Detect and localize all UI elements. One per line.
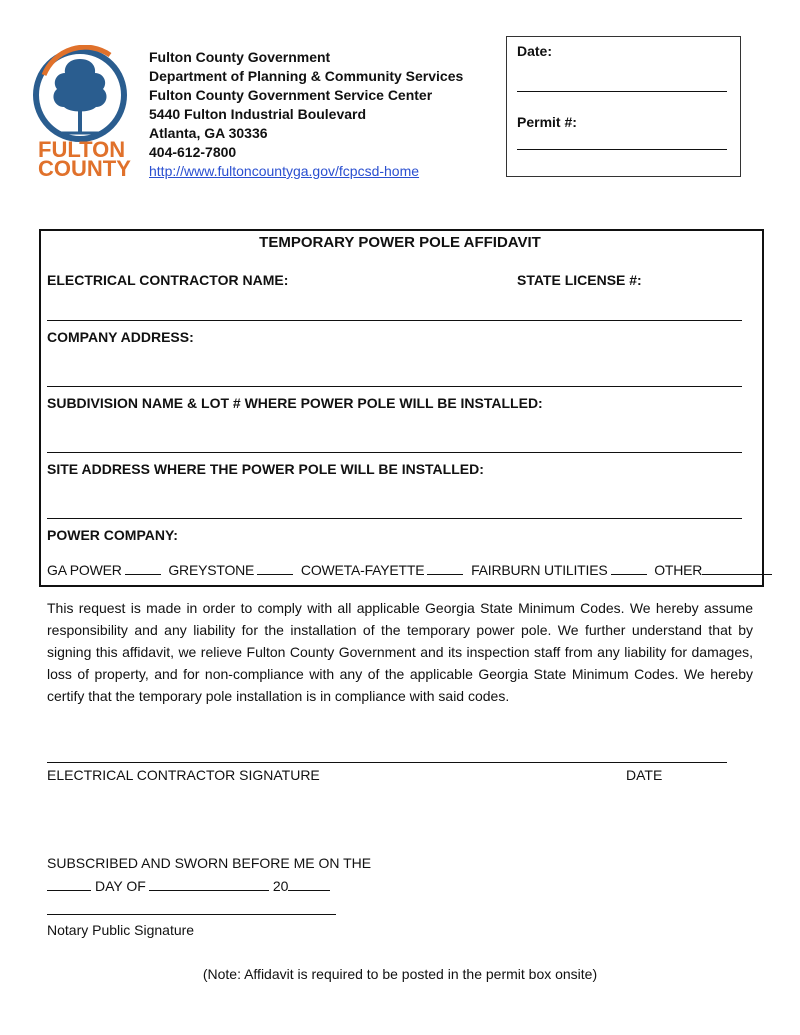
street-address: 5440 Fulton Industrial Boulevard [149, 106, 367, 122]
agency-name: Fulton County Government [149, 49, 331, 65]
coweta-fayette-blank[interactable] [427, 562, 463, 575]
sworn-statement: SUBSCRIBED AND SWORN BEFORE ME ON THE [47, 855, 372, 871]
subdivision-label: SUBDIVISION NAME & LOT # WHERE POWER POLE WILL BE INSTALLED: [47, 395, 543, 411]
fulton-county-logo [30, 45, 130, 180]
site-address-field[interactable] [47, 518, 742, 519]
power-company-label: POWER COMPANY: [47, 527, 178, 543]
tree-seal-icon [30, 45, 130, 145]
office-use-box [506, 36, 741, 177]
ga-power-blank[interactable] [125, 562, 161, 575]
company-address-label: COMPANY ADDRESS: [47, 329, 194, 345]
agency-info [149, 48, 463, 181]
subdivision-field[interactable] [47, 452, 742, 453]
site-address-label: SITE ADDRESS WHERE THE POWER POLE WILL BE INSTALLED: [47, 461, 484, 477]
department-name: Department of Planning & Community Services [149, 68, 464, 84]
service-center: Fulton County Government Service Center [149, 87, 433, 103]
greystone-blank[interactable] [257, 562, 293, 575]
option-other: OTHER [654, 562, 703, 578]
permit-field[interactable] [517, 149, 727, 150]
company-address-field[interactable] [47, 386, 742, 387]
signature-date-label: DATE [626, 767, 663, 783]
contractor-signature-label: ELECTRICAL CONTRACTOR SIGNATURE [47, 767, 320, 783]
contractor-name-field[interactable] [47, 320, 742, 321]
contractor-name-label: ELECTRICAL CONTRACTOR NAME: [47, 272, 289, 288]
day-of-label: DAY OF [95, 878, 146, 894]
logo-text-county: COUNTY [38, 156, 131, 181]
option-fairburn-utilities: FAIRBURN UTILITIES [471, 562, 608, 578]
month-blank[interactable] [149, 878, 269, 891]
liability-statement: This request is made in order to comply with all applicable Georgia State Minimum Codes. We hereby assume responsibility and any liability for the installation of the temporary power pole. We further understand that by signing this affidavit, we relieve Fulton County Government and its inspection staff from any liability for damages, loss of property, and for non-compliance with any of the applicable Georgia State Minimum Codes. We hereby certify that the temporary pole installation is in compliance with said codes. [47, 600, 753, 704]
other-blank[interactable] [702, 562, 772, 575]
option-greystone: GREYSTONE [168, 562, 255, 578]
city-state-zip: Atlanta, GA 30336 [149, 125, 268, 141]
logo-text-fulton: FULTON [38, 137, 126, 162]
posting-note: (Note: Affidavit is required to be posted in the permit box onsite) [202, 966, 598, 982]
contractor-signature-field[interactable] [47, 762, 727, 763]
notary-signature-field[interactable] [47, 914, 336, 915]
notary-signature-label: Notary Public Signature [47, 922, 195, 938]
notary-date-line [47, 878, 334, 894]
day-blank[interactable] [47, 878, 91, 891]
option-coweta-fayette: COWETA-FAYETTE [300, 562, 425, 578]
option-ga-power: GA POWER [47, 562, 122, 578]
form-title: TEMPORARY POWER POLE AFFIDAVIT [259, 234, 541, 251]
year-blank[interactable] [288, 878, 330, 891]
permit-label: Permit #: [517, 114, 577, 130]
website-link[interactable]: http://www.fultoncountyga.gov/fcpcsd-home [149, 163, 420, 179]
year-prefix: 20 [272, 878, 289, 894]
power-company-options [47, 562, 776, 578]
date-label: Date: [517, 43, 553, 59]
phone-number: 404-612-7800 [149, 144, 237, 160]
state-license-label: STATE LICENSE #: [517, 272, 642, 288]
date-field[interactable] [517, 91, 727, 92]
fairburn-blank[interactable] [611, 562, 647, 575]
